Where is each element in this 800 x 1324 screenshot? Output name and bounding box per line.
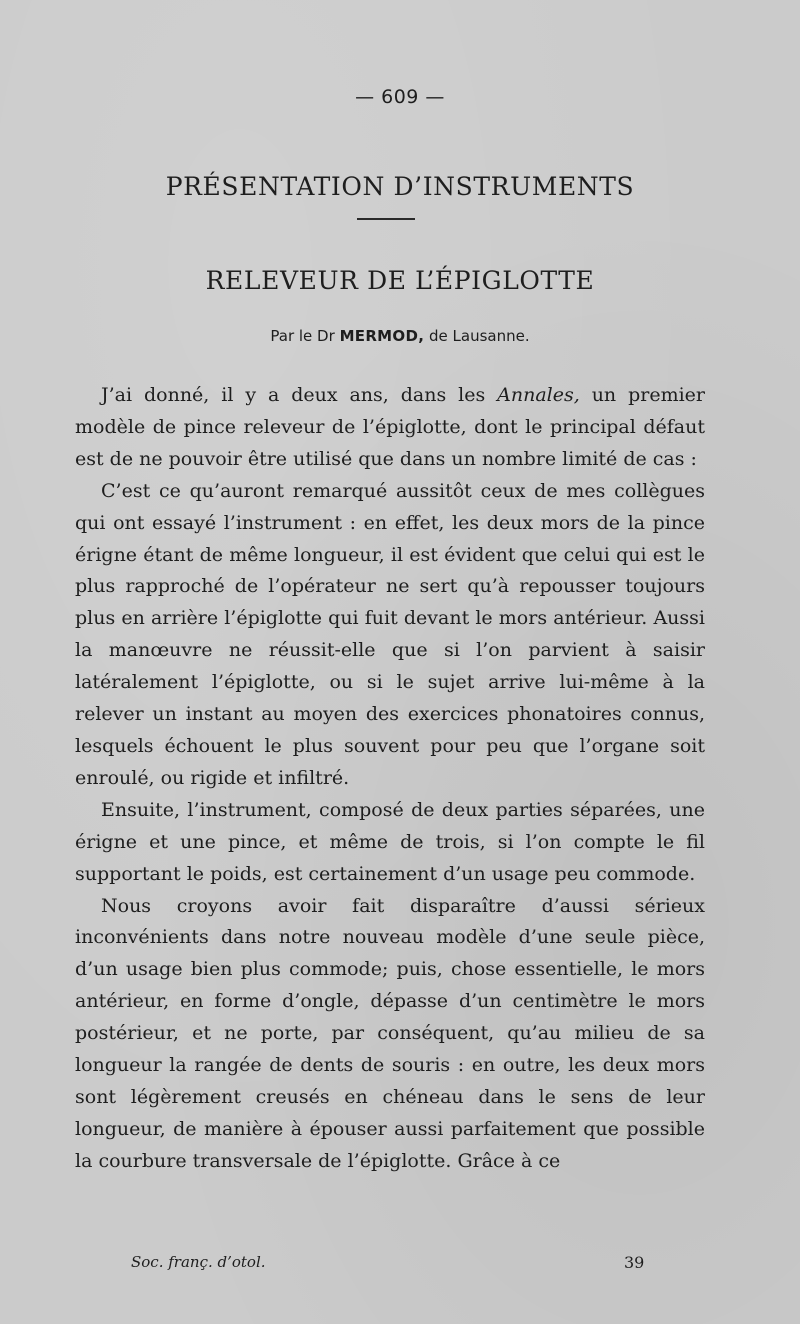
paragraph-1 — [75, 380, 705, 476]
article-body — [75, 380, 705, 1178]
title-divider — [357, 218, 415, 220]
footer-journal: Soc. franç. d’otol. — [131, 1253, 266, 1271]
journal-title-annales: Annales, — [497, 384, 580, 406]
byline-author: MERMOD, — [339, 327, 425, 345]
paragraph-1-end: un premier modèle de pince releveur de l’épiglotte, dont le principal défaut est de ne pouvoir être utilisé que dans un nombre limité de cas : — [75, 384, 705, 470]
byline — [0, 327, 800, 345]
article-title: RELEVEUR DE L’ÉPIGLOTTE — [205, 266, 595, 295]
paragraph-2: C’est ce qu’auront remarqué aussitôt ceux de mes collègues qui ont essayé l’instrument : en effet, les deux mors de la pince érigne étant de même longueur, il est évident que celui qui est le plus rapproché de l’opérateur ne sert qu’à repousser toujours plus en arrière l’épiglotte qui fuit devant le mors antérieur. Aussi la manœuvre ne réussit-elle que si l’on parvient à saisir latéralement l’épiglotte, ou si le sujet arrive lui-même à la relever un instant au moyen des exercices phonatoires connus, lesquels échouent le plus souvent pour peu que l’organe soit enroulé, ou rigide et infiltré. — [75, 479, 705, 789]
paragraph-3: Ensuite, l’instrument, composé de deux parties séparées, une érigne et une pince, et même de trois, si l’on compte le fil supportant le poids, est certainement d’un usage peu commode. — [75, 798, 705, 885]
byline-suffix: de Lausanne. — [429, 327, 530, 345]
paragraph-4: Nous croyons avoir fait disparaître d’aussi sérieux inconvénients dans notre nouveau modèle d’une seule pièce, d’un usage bien plus commode; puis, chose essentielle, le mors antérieur, en forme d’ongle, dépasse d’un centimètre le mors postérieur, et ne porte, par conséquent, qu’au milieu de sa longueur la rangée de dents de souris : en outre, les deux mors sont légèrement creusés en chéneau dans le sens de leur longueur, de manière à épouser aussi parfaitement que possible la courbure transversale de l’épiglotte. Grâce à ce — [75, 894, 705, 1172]
section-title: PRÉSENTATION D’INSTRUMENTS — [165, 172, 635, 201]
page-number: — 609 — — [355, 86, 445, 108]
paragraph-1-start: J’ai donné, il y a deux ans, dans les — [101, 384, 498, 406]
byline-prefix: Par le Dr — [270, 327, 335, 345]
footer-signature: 39 — [624, 1253, 645, 1272]
